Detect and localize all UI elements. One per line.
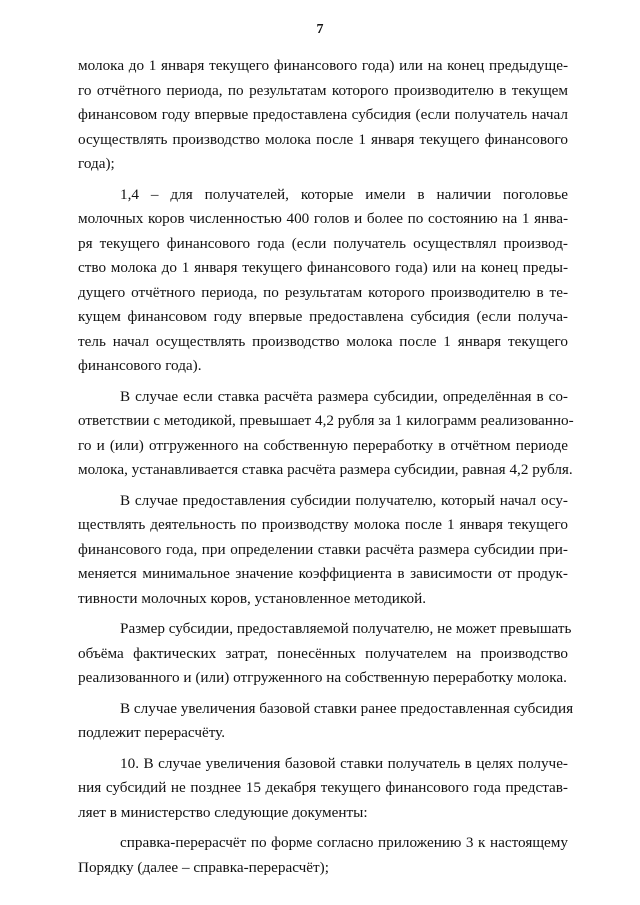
text-line: объёма фактических затрат, понесённых получателем на производство [78, 644, 568, 662]
text-line: справка-перерасчёт по форме согласно приложению 3 к настоящему [120, 834, 568, 851]
text-line: финансовом году впервые предоставлена субсидия (если получатель начал [78, 106, 568, 123]
paragraph [78, 617, 572, 691]
text-line: го отчётного периода, по результатам которого производителю в текущем [78, 81, 568, 99]
text-line: года); [78, 155, 115, 172]
text-line: ния субсидий не позднее 15 декабря текущего финансового года представ- [78, 779, 568, 796]
text-line: 10. В случае увеличения базовой ставки получатель в целях получе- [120, 754, 568, 772]
text-line: тель начал осуществлять производство молока после 1 января текущего [78, 332, 568, 350]
text-line: молока до 1 января текущего финансового года) или на конец предыдуще- [78, 57, 568, 74]
text-line: молочных коров численностью 400 голов и более по состоянию на 1 янва- [78, 210, 568, 227]
text-line: осуществлять производство молока после 1 января текущего финансового [78, 130, 568, 148]
text-line: Порядку (далее – справка-перерасчёт); [78, 858, 329, 876]
text-line: ляет в министерство следующие документы: [78, 803, 368, 821]
text-line: меняется минимальное значение коэффициента в зависимости от продук- [78, 565, 568, 582]
text-line: го и (или) отгруженного на собственную переработку в отчётном периоде [78, 436, 568, 454]
text-line: ство молока до 1 января текущего финансового года) или на конец преды- [78, 259, 568, 276]
paragraph [78, 385, 574, 483]
text-line: дущего отчётного периода, по результатам которого производителю в те- [78, 283, 568, 301]
text-line: 1,4 – для получателей, которые имели в наличии поголовье [120, 185, 568, 203]
text-line: молока, устанавливается ставка расчёта размера субсидии, равная 4,2 рубля. [78, 461, 573, 478]
text-line: финансового года, при определении ставки расчёта размера субсидии при- [78, 540, 568, 558]
text-line: Размер субсидии, предоставляемой получателю, не может превышать [120, 620, 572, 637]
text-line: ря текущего финансового года (если получатель осуществлял производ- [78, 234, 568, 252]
document-body [78, 54, 574, 886]
text-line: финансового года). [78, 357, 202, 374]
paragraph [78, 54, 568, 177]
paragraph [78, 183, 568, 379]
paragraph [78, 697, 574, 746]
text-line: В случае предоставления субсидии получателю, который начал осу- [120, 491, 568, 509]
text-line: тивности молочных коров, установленное методикой. [78, 589, 427, 607]
text-line: В случае увеличения базовой ставки ранее предоставленная субсидия [120, 699, 574, 717]
text-line: ществлять деятельность по производству молока после 1 января текущего [78, 516, 568, 533]
text-line: реализованного и (или) отгруженного на собственную переработку молока. [78, 669, 567, 686]
paragraph [78, 831, 568, 880]
text-line: В случае если ставка расчёта размера субсидии, определённая в со- [120, 387, 568, 405]
paragraph [78, 752, 568, 826]
paragraph [78, 489, 568, 612]
page-number: 7 [316, 22, 324, 37]
text-line: подлежит перерасчёту. [78, 724, 226, 741]
text-line: кущем финансовом году впервые предоставлена субсидия (если получа- [78, 308, 568, 325]
text-line: ответствии с методикой, превышает 4,2 рубля за 1 килограмм реализованно- [78, 412, 574, 429]
